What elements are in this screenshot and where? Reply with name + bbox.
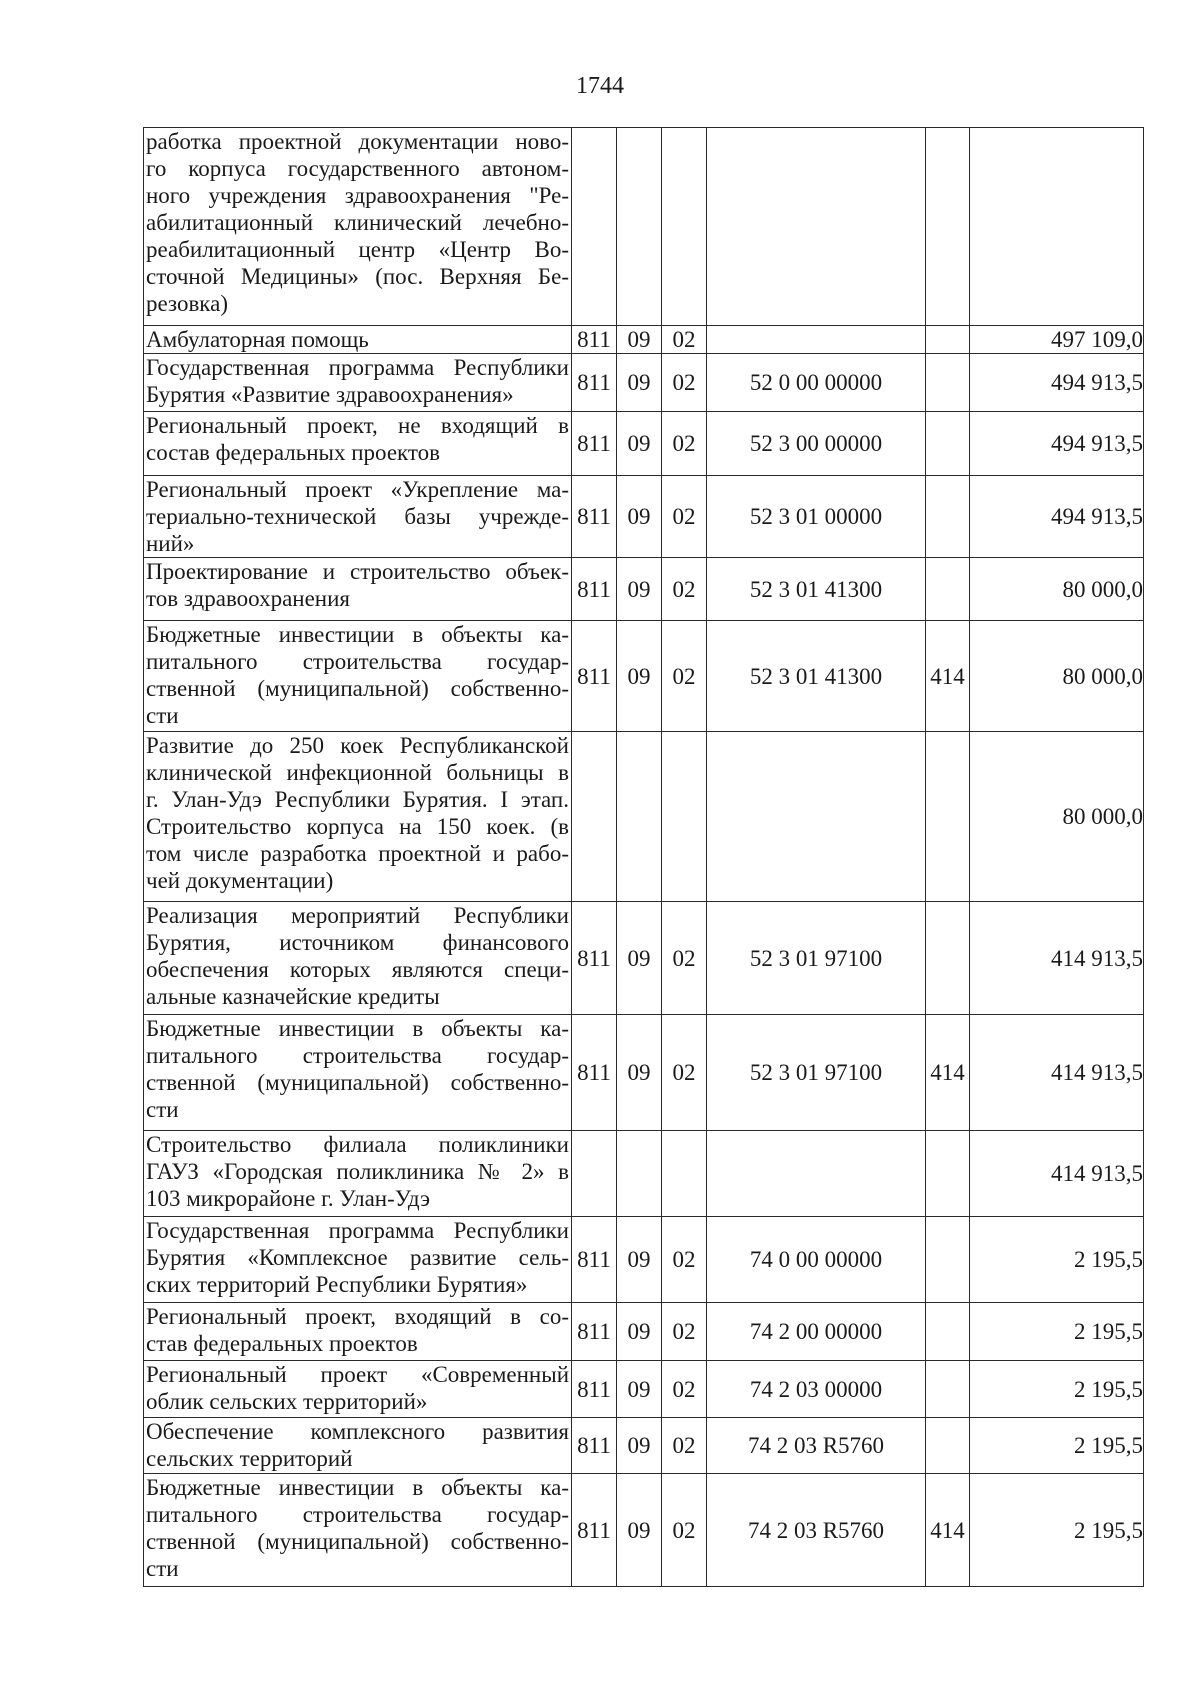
admin-code-cell: 811 bbox=[572, 902, 617, 1015]
target-article-cell bbox=[707, 326, 926, 354]
admin-code-cell: 811 bbox=[572, 1303, 617, 1361]
target-article-cell: 52 3 01 97100 bbox=[707, 902, 926, 1015]
description-line: Региональный проект, входящий в со- bbox=[146, 1304, 569, 1329]
subsection-code-cell: 02 bbox=[662, 476, 707, 558]
admin-code-cell: 811 bbox=[572, 1418, 617, 1474]
description-line: Бюджетные инвестиции в объекты ка- bbox=[146, 1016, 569, 1041]
subsection-code-cell: 02 bbox=[662, 902, 707, 1015]
description-line: питального строительства государ- bbox=[146, 649, 569, 674]
table-row bbox=[144, 476, 1144, 558]
page-number: 1744 bbox=[576, 73, 624, 99]
amount-cell: 2 195,5 bbox=[970, 1418, 1144, 1474]
table-row bbox=[144, 621, 1144, 732]
table-row bbox=[144, 1361, 1144, 1418]
expense-type-cell bbox=[926, 902, 970, 1015]
description-line: Строительство филиала поликлиники bbox=[146, 1132, 569, 1157]
description-line: питального строительства государ- bbox=[146, 1502, 569, 1527]
expense-type-cell bbox=[926, 354, 970, 412]
table-row bbox=[144, 558, 1144, 621]
description-line: резовка) bbox=[146, 291, 228, 316]
expense-type-cell bbox=[926, 1361, 970, 1418]
table-row bbox=[144, 128, 1144, 326]
expense-type-cell bbox=[926, 1131, 970, 1217]
subsection-code-cell: 02 bbox=[662, 1361, 707, 1418]
description-line: Строительство корпуса на 150 коек. (в bbox=[146, 814, 569, 839]
description-cell bbox=[144, 1131, 572, 1217]
subsection-code-cell: 02 bbox=[662, 1474, 707, 1587]
description-line: том числе разработка проектной и рабо- bbox=[146, 841, 569, 866]
target-article-cell bbox=[707, 128, 926, 326]
table-row bbox=[144, 412, 1144, 476]
subsection-code-cell: 02 bbox=[662, 1217, 707, 1303]
description-line: сти bbox=[146, 1097, 179, 1122]
expense-type-cell bbox=[926, 1303, 970, 1361]
section-code-cell: 09 bbox=[617, 1474, 662, 1587]
admin-code-cell: 811 bbox=[572, 1361, 617, 1418]
expense-type-cell bbox=[926, 412, 970, 476]
admin-code-cell: 811 bbox=[572, 412, 617, 476]
target-article-cell: 52 3 00 00000 bbox=[707, 412, 926, 476]
target-article-cell: 52 3 01 00000 bbox=[707, 476, 926, 558]
amount-cell: 414 913,5 bbox=[970, 1131, 1144, 1217]
description-line: облик сельских территорий» bbox=[146, 1389, 428, 1414]
subsection-code-cell bbox=[662, 128, 707, 326]
description-line: Реализация мероприятий Республики bbox=[146, 903, 569, 928]
amount-cell: 80 000,0 bbox=[970, 621, 1144, 732]
section-code-cell: 09 bbox=[617, 1418, 662, 1474]
description-line: Развитие до 250 коек Республиканской bbox=[146, 733, 569, 758]
amount-cell: 80 000,0 bbox=[970, 732, 1144, 902]
subsection-code-cell bbox=[662, 732, 707, 902]
description-cell bbox=[144, 902, 572, 1015]
section-code-cell bbox=[617, 128, 662, 326]
expense-type-cell bbox=[926, 326, 970, 354]
description-line: Бурятия «Развитие здравоохранения» bbox=[146, 382, 514, 407]
description-cell bbox=[144, 1303, 572, 1361]
description-line: Государственная программа Республики bbox=[146, 355, 569, 380]
description-line: состав федеральных проектов bbox=[146, 440, 441, 465]
admin-code-cell: 811 bbox=[572, 1474, 617, 1587]
section-code-cell: 09 bbox=[617, 621, 662, 732]
table-body bbox=[144, 128, 1144, 1587]
subsection-code-cell: 02 bbox=[662, 1303, 707, 1361]
admin-code-cell bbox=[572, 732, 617, 902]
description-cell bbox=[144, 1015, 572, 1131]
description-cell bbox=[144, 354, 572, 412]
expense-type-cell: 414 bbox=[926, 621, 970, 732]
table-row bbox=[144, 902, 1144, 1015]
expense-type-cell bbox=[926, 1418, 970, 1474]
table-row bbox=[144, 1303, 1144, 1361]
section-code-cell: 09 bbox=[617, 1361, 662, 1418]
budget-table bbox=[143, 127, 1144, 1587]
amount-cell: 414 913,5 bbox=[970, 1015, 1144, 1131]
description-line: работка проектной документации ново- bbox=[146, 129, 569, 154]
section-code-cell: 09 bbox=[617, 1015, 662, 1131]
admin-code-cell: 811 bbox=[572, 1217, 617, 1303]
admin-code-cell bbox=[572, 128, 617, 326]
description-line: абилитационный клинический лечебно- bbox=[146, 210, 569, 235]
description-line: Бюджетные инвестиции в объекты ка- bbox=[146, 1475, 569, 1500]
amount-cell: 2 195,5 bbox=[970, 1303, 1144, 1361]
description-line: сти bbox=[146, 703, 179, 728]
amount-cell: 80 000,0 bbox=[970, 558, 1144, 621]
description-line: тов здравоохранения bbox=[146, 586, 350, 611]
target-article-cell: 52 3 01 41300 bbox=[707, 558, 926, 621]
target-article-cell: 74 2 03 00000 bbox=[707, 1361, 926, 1418]
amount-cell: 414 913,5 bbox=[970, 902, 1144, 1015]
section-code-cell bbox=[617, 732, 662, 902]
description-line: питального строительства государ- bbox=[146, 1043, 569, 1068]
section-code-cell bbox=[617, 1131, 662, 1217]
amount-cell bbox=[970, 128, 1144, 326]
section-code-cell: 09 bbox=[617, 326, 662, 354]
description-line: ственной (муниципальной) собственно- bbox=[146, 676, 569, 701]
section-code-cell: 09 bbox=[617, 412, 662, 476]
target-article-cell: 74 2 03 R5760 bbox=[707, 1474, 926, 1587]
description-line: ственной (муниципальной) собственно- bbox=[146, 1529, 569, 1554]
subsection-code-cell: 02 bbox=[662, 1015, 707, 1131]
description-line: Амбулаторная помощь bbox=[146, 327, 369, 352]
target-article-cell: 52 3 01 97100 bbox=[707, 1015, 926, 1131]
expense-type-cell bbox=[926, 476, 970, 558]
description-cell bbox=[144, 732, 572, 902]
table-row bbox=[144, 1015, 1144, 1131]
amount-cell: 2 195,5 bbox=[970, 1474, 1144, 1587]
subsection-code-cell: 02 bbox=[662, 326, 707, 354]
expense-type-cell: 414 bbox=[926, 1474, 970, 1587]
description-cell bbox=[144, 1217, 572, 1303]
table-row bbox=[144, 354, 1144, 412]
subsection-code-cell bbox=[662, 1131, 707, 1217]
section-code-cell: 09 bbox=[617, 1217, 662, 1303]
expense-type-cell bbox=[926, 732, 970, 902]
description-line: Обеспечение комплексного развития bbox=[146, 1419, 569, 1444]
description-cell bbox=[144, 1418, 572, 1474]
target-article-cell bbox=[707, 1131, 926, 1217]
description-line: Бурятия, источником финансового bbox=[146, 930, 569, 955]
section-code-cell: 09 bbox=[617, 476, 662, 558]
amount-cell: 494 913,5 bbox=[970, 476, 1144, 558]
table-row bbox=[144, 1131, 1144, 1217]
expense-type-cell bbox=[926, 1217, 970, 1303]
target-article-cell: 74 0 00 00000 bbox=[707, 1217, 926, 1303]
expense-type-cell: 414 bbox=[926, 1015, 970, 1131]
expense-type-cell bbox=[926, 128, 970, 326]
description-line: Региональный проект «Укрепление ма- bbox=[146, 477, 569, 502]
section-code-cell: 09 bbox=[617, 558, 662, 621]
target-article-cell: 74 2 00 00000 bbox=[707, 1303, 926, 1361]
description-line: Бюджетные инвестиции в объекты ка- bbox=[146, 622, 569, 647]
description-line: ских территорий Республики Бурятия» bbox=[146, 1272, 528, 1297]
table-row bbox=[144, 1217, 1144, 1303]
admin-code-cell: 811 bbox=[572, 1015, 617, 1131]
description-cell bbox=[144, 326, 572, 354]
admin-code-cell: 811 bbox=[572, 476, 617, 558]
description-line: ственной (муниципальной) собственно- bbox=[146, 1070, 569, 1095]
description-line: ГАУЗ «Городская поликлиника № 2» в bbox=[146, 1159, 569, 1184]
amount-cell: 497 109,0 bbox=[970, 326, 1144, 354]
description-line: сельских территорий bbox=[146, 1446, 353, 1471]
description-cell bbox=[144, 1474, 572, 1587]
description-cell bbox=[144, 476, 572, 558]
target-article-cell: 52 0 00 00000 bbox=[707, 354, 926, 412]
section-code-cell: 09 bbox=[617, 1303, 662, 1361]
table-row bbox=[144, 326, 1144, 354]
description-cell bbox=[144, 128, 572, 326]
description-line: г. Улан-Удэ Республики Бурятия. I этап. bbox=[146, 787, 569, 812]
subsection-code-cell: 02 bbox=[662, 412, 707, 476]
amount-cell: 494 913,5 bbox=[970, 354, 1144, 412]
expense-type-cell bbox=[926, 558, 970, 621]
target-article-cell bbox=[707, 732, 926, 902]
description-line: клинической инфекционной больницы в bbox=[146, 760, 569, 785]
admin-code-cell bbox=[572, 1131, 617, 1217]
amount-cell: 494 913,5 bbox=[970, 412, 1144, 476]
target-article-cell: 52 3 01 41300 bbox=[707, 621, 926, 732]
description-cell bbox=[144, 1361, 572, 1418]
description-line: Региональный проект «Современный bbox=[146, 1362, 569, 1387]
description-line: 103 микрорайоне г. Улан-Удэ bbox=[146, 1186, 430, 1211]
admin-code-cell: 811 bbox=[572, 558, 617, 621]
description-line: сти bbox=[146, 1556, 179, 1581]
admin-code-cell: 811 bbox=[572, 354, 617, 412]
subsection-code-cell: 02 bbox=[662, 1418, 707, 1474]
table-row bbox=[144, 732, 1144, 902]
description-line: го корпуса государственного автоном- bbox=[146, 156, 569, 181]
admin-code-cell: 811 bbox=[572, 621, 617, 732]
description-line: реабилитационный центр «Центр Во- bbox=[146, 237, 569, 262]
section-code-cell: 09 bbox=[617, 354, 662, 412]
description-line: альные казначейские кредиты bbox=[146, 984, 440, 1009]
amount-cell: 2 195,5 bbox=[970, 1217, 1144, 1303]
description-cell bbox=[144, 621, 572, 732]
description-line: ного учреждения здравоохранения "Ре- bbox=[146, 183, 569, 208]
description-line: Проектирование и строительство объек- bbox=[146, 559, 569, 584]
subsection-code-cell: 02 bbox=[662, 621, 707, 732]
description-line: сточной Медицины» (пос. Верхняя Бе- bbox=[146, 264, 569, 289]
description-line: ний» bbox=[146, 531, 195, 556]
section-code-cell: 09 bbox=[617, 902, 662, 1015]
description-line: Бурятия «Комплексное развитие сель- bbox=[146, 1245, 569, 1270]
target-article-cell: 74 2 03 R5760 bbox=[707, 1418, 926, 1474]
description-line: Государственная программа Республики bbox=[146, 1218, 569, 1243]
subsection-code-cell: 02 bbox=[662, 558, 707, 621]
description-line: обеспечения которых являются специ- bbox=[146, 957, 569, 982]
description-line: чей документации) bbox=[146, 868, 334, 893]
amount-cell: 2 195,5 bbox=[970, 1361, 1144, 1418]
description-line: териально-технической базы учрежде- bbox=[146, 504, 569, 529]
description-cell bbox=[144, 412, 572, 476]
description-line: Региональный проект, не входящий в bbox=[146, 413, 569, 438]
table-row bbox=[144, 1418, 1144, 1474]
admin-code-cell: 811 bbox=[572, 326, 617, 354]
subsection-code-cell: 02 bbox=[662, 354, 707, 412]
table-row bbox=[144, 1474, 1144, 1587]
description-line: став федеральных проектов bbox=[146, 1331, 418, 1356]
description-cell bbox=[144, 558, 572, 621]
